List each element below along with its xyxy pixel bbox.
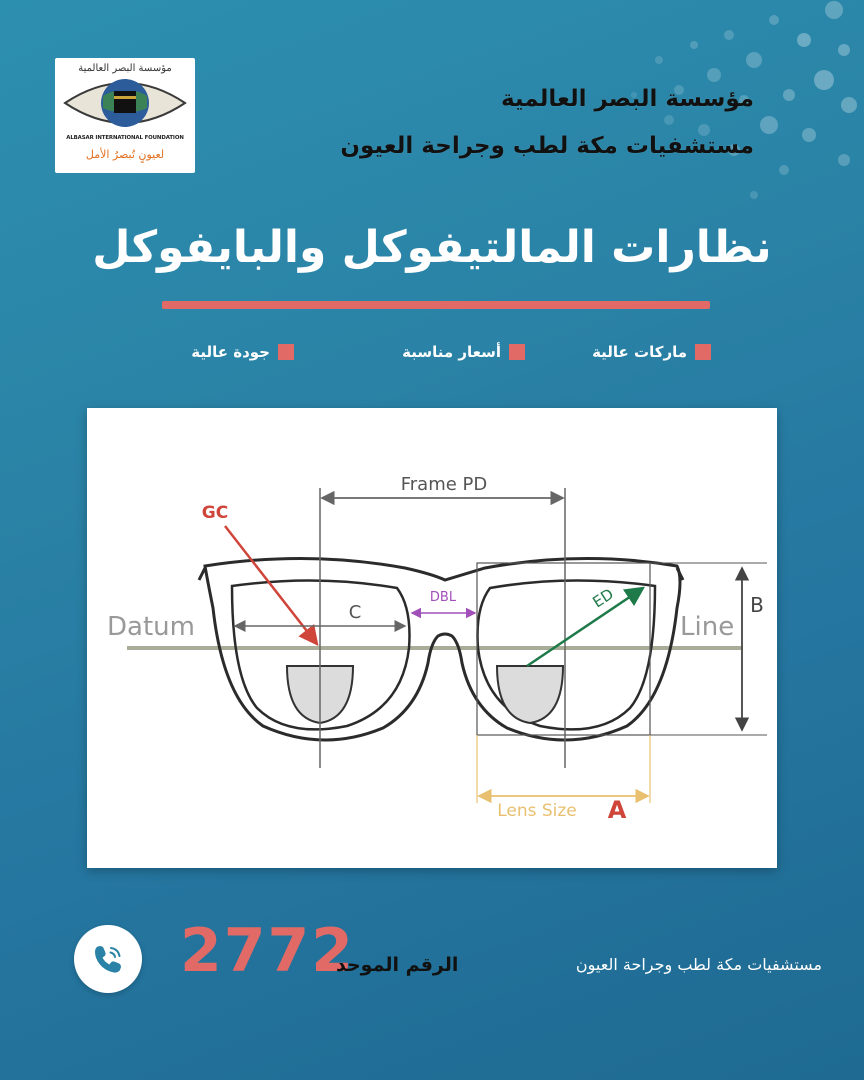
lens-size-label: Lens Size <box>497 801 577 821</box>
hospitals-name: مستشفيات مكة لطب وجراحة العيون <box>340 133 754 159</box>
gc-label: GC <box>201 503 229 523</box>
b-label: B <box>750 593 764 617</box>
unified-number-label: الرقم الموحد <box>336 954 459 976</box>
org-name: مؤسسة البصر العالمية <box>500 86 754 112</box>
feature-item-quality <box>191 343 294 361</box>
unified-phone-number[interactable]: 2772 <box>180 916 355 986</box>
ed-label: ED <box>589 584 617 612</box>
feature-item-prices <box>402 343 525 361</box>
feature-label: ماركات عالية <box>592 343 687 361</box>
frame-pd-label: Frame PD <box>400 474 488 495</box>
logo-english-name: ALBASAR INTERNATIONAL FOUNDATION <box>66 135 184 141</box>
right-lens-outline <box>478 580 656 729</box>
square-bullet-icon <box>278 344 294 360</box>
logo-arabic-name: مؤسسة البصر العالمية <box>78 63 172 74</box>
c-label: C <box>348 602 362 623</box>
title-underline <box>162 301 710 309</box>
foundation-logo <box>55 58 195 173</box>
decorative-dots <box>444 0 864 260</box>
glasses-diagram-svg <box>87 408 777 868</box>
square-bullet-icon <box>509 344 525 360</box>
dbl-label: DBL <box>429 590 457 605</box>
line-label: Line <box>680 612 735 642</box>
right-bifocal-segment <box>497 666 563 723</box>
footer-hospital-name: مستشفيات مكة لطب وجراحة العيون <box>575 955 822 974</box>
square-bullet-icon <box>695 344 711 360</box>
feature-label: أسعار مناسبة <box>402 343 501 361</box>
a-label: A <box>607 796 627 824</box>
ed-arrow <box>527 588 643 666</box>
feature-item-brands <box>592 343 711 361</box>
phone-button[interactable] <box>74 925 142 993</box>
logo-slogan: لعيونٍ تُبصرُ الأمل <box>85 148 165 161</box>
datum-label: Datum <box>107 612 195 642</box>
page-title: نظارات المالتيفوكل والبايفوكل <box>92 222 772 273</box>
phone-icon <box>91 942 125 976</box>
feature-label: جودة عالية <box>191 343 270 361</box>
glasses-measurement-diagram <box>87 408 777 868</box>
